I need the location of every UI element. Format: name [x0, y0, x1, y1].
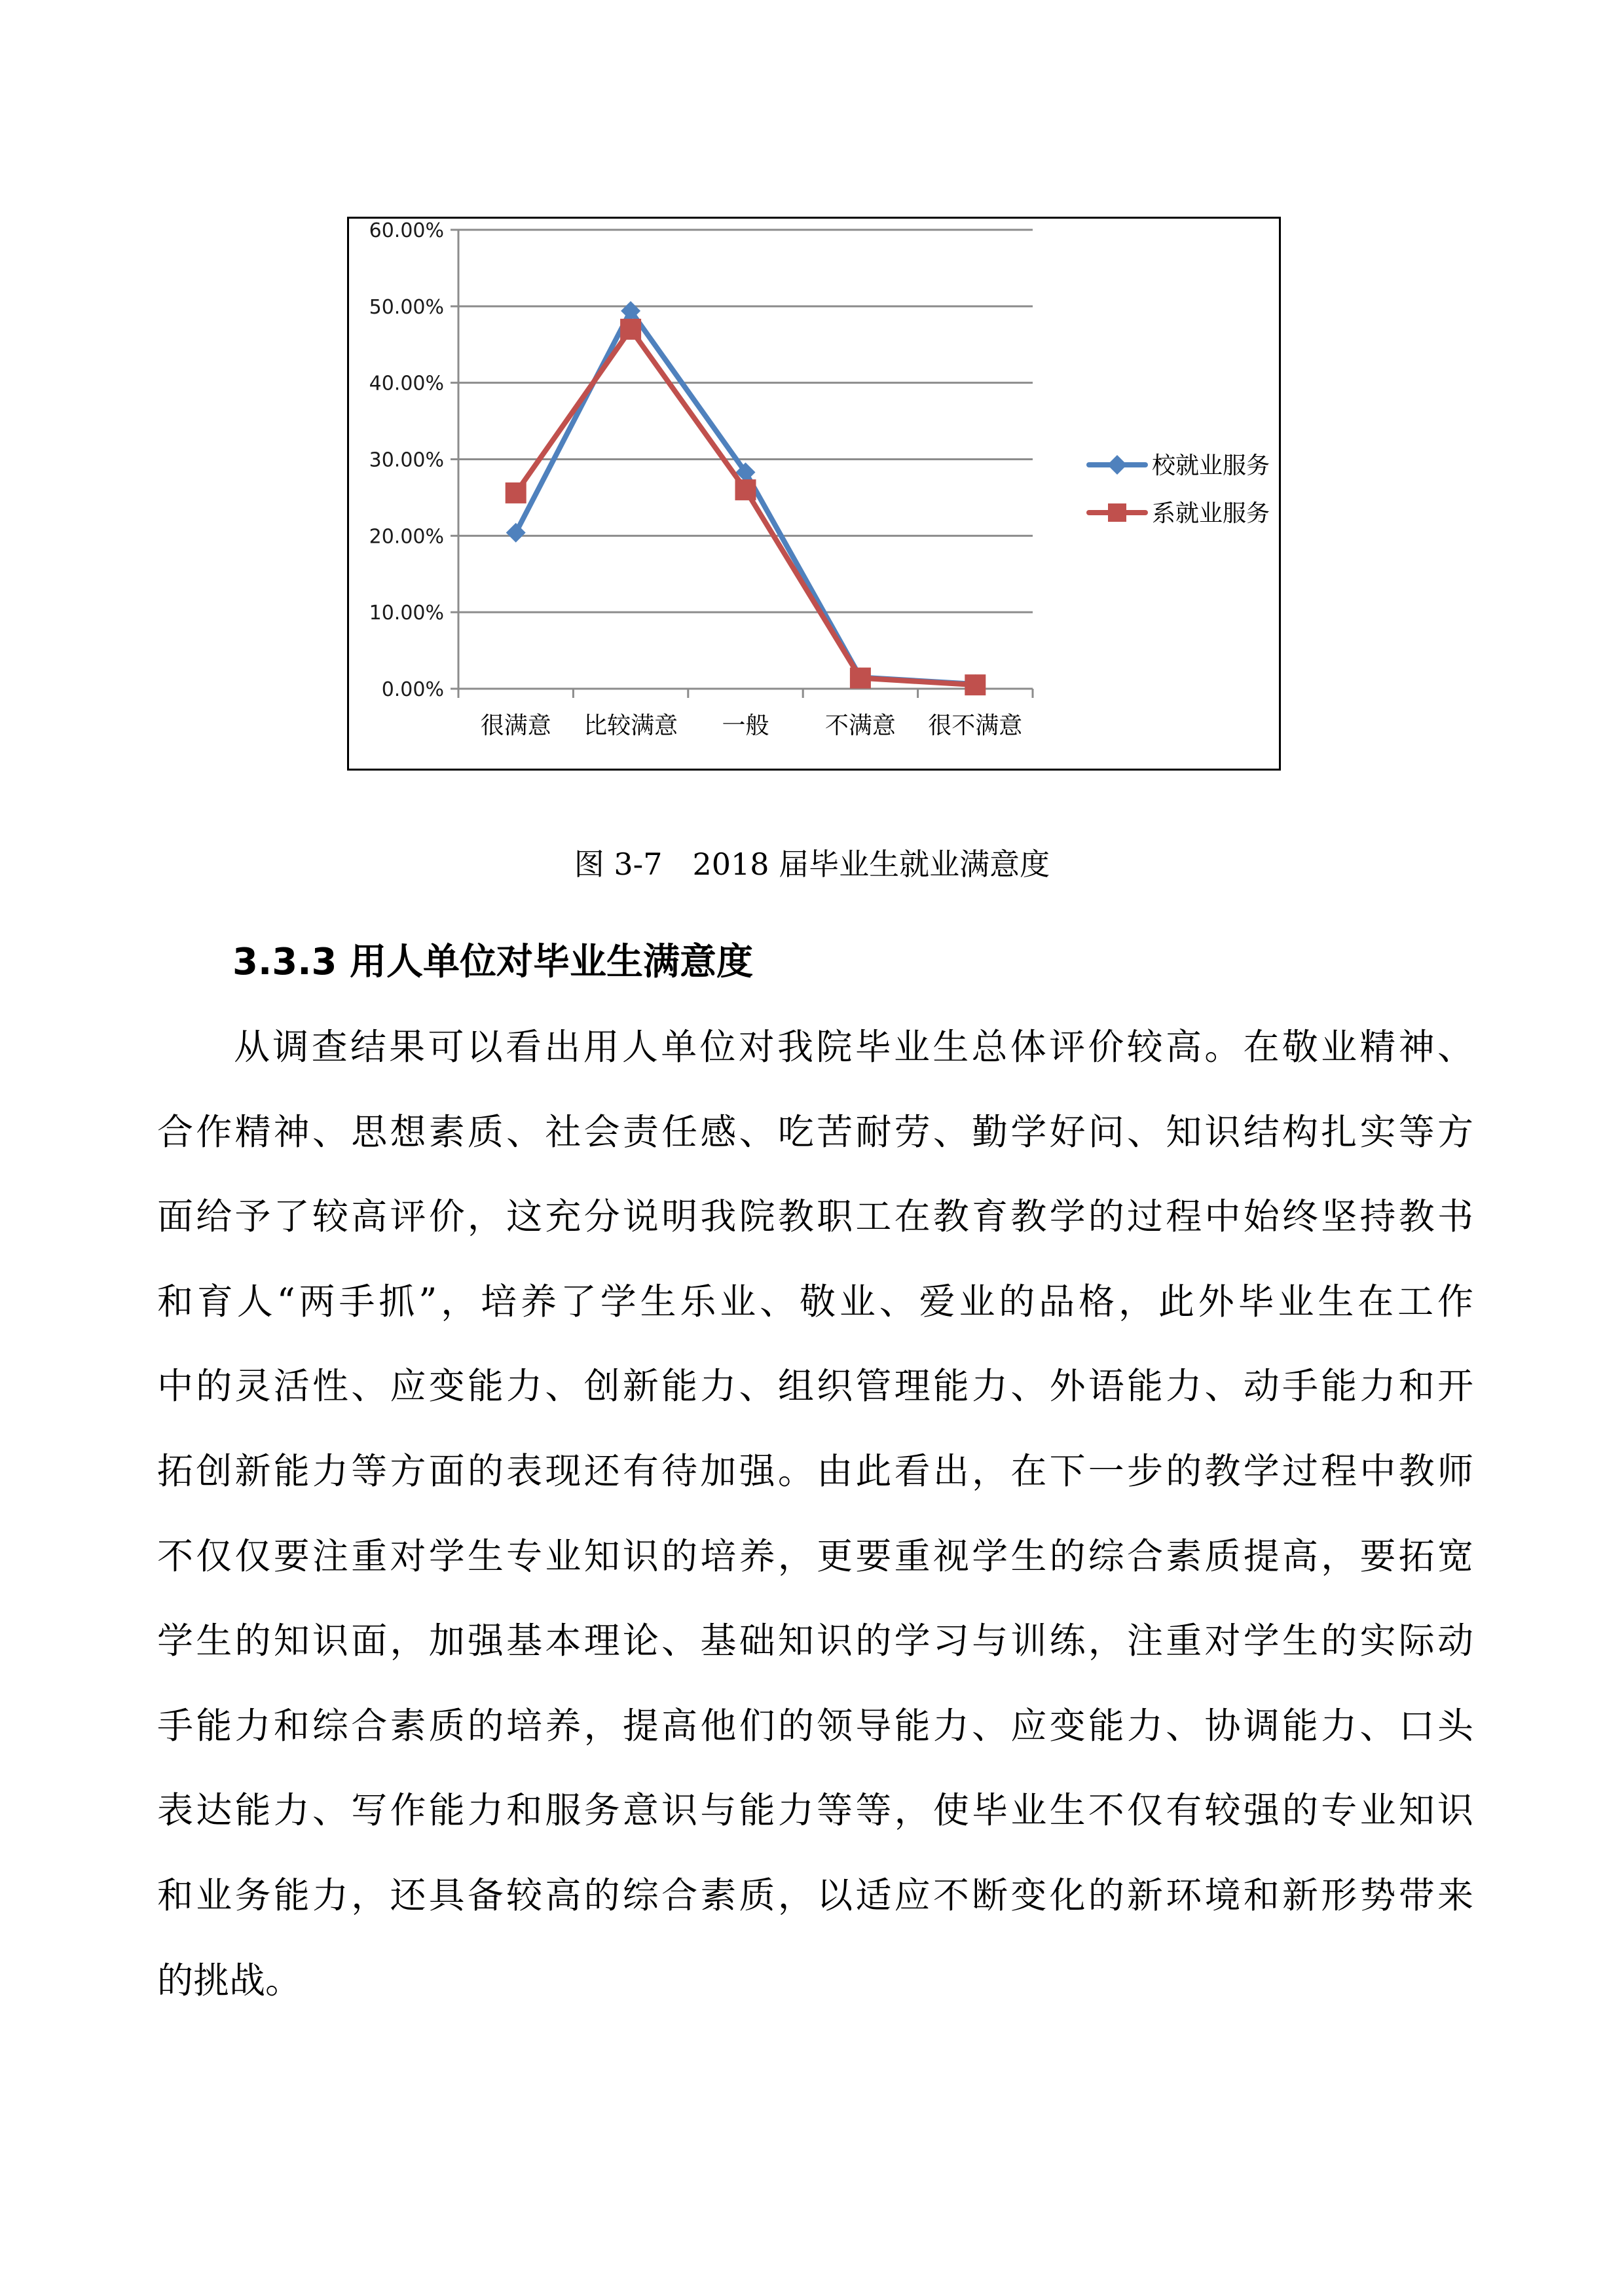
- section-heading: 3.3.3 用人单位对毕业生满意度: [232, 941, 753, 983]
- series: [506, 301, 986, 695]
- paragraph-line: 中的灵活性、应变能力、创新能力、组织管理能力、外语能力、动手能力和开: [157, 1365, 1473, 1408]
- paragraph-line: 合作精神、思想素质、社会责任感、吃苦耐劳、勤学好问、知识结构扎实等方: [157, 1110, 1473, 1153]
- data-point-diamond: [506, 523, 526, 543]
- paragraph-line: 拓创新能力等方面的表现还有待加强。由此看出，在下一步的教学过程中教师: [157, 1449, 1473, 1492]
- chart-frame: [347, 217, 1281, 771]
- body-paragraph: [157, 1005, 1473, 2023]
- paragraph-line: 从调查结果可以看出用人单位对我院毕业生总体评价较高。在敬业精神、: [234, 1026, 1473, 1068]
- paragraph-line: 学生的知识面，加强基本理论、基础知识的学习与训练，注重对学生的实际动: [157, 1620, 1473, 1662]
- paragraph-line: 和育人“两手抓”，培养了学生乐业、敬业、爱业的品格，此外毕业生在工作: [157, 1280, 1473, 1322]
- x-tick-label: 很满意: [480, 712, 551, 739]
- y-tick-label: 30.00%: [369, 448, 444, 472]
- legend: [1089, 452, 1270, 527]
- data-point-square: [506, 483, 526, 503]
- legend-marker-square: [1108, 503, 1126, 522]
- y-tick-label: 40.00%: [369, 372, 444, 395]
- y-tick-label: 0.00%: [381, 678, 444, 701]
- paragraph-line: 和业务能力，还具备较高的综合素质，以适应不断变化的新环境和新形势带来: [157, 1874, 1473, 1916]
- legend-label: 校就业服务: [1152, 452, 1270, 479]
- x-tick-label: 很不满意: [928, 712, 1023, 739]
- line-chart: [349, 219, 1279, 769]
- x-tick-label: 不满意: [824, 712, 896, 739]
- paragraph-line: 不仅仅要注重对学生专业知识的培养，更要重视学生的综合素质提高，要拓宽: [157, 1535, 1473, 1577]
- x-tick-label: 一般: [722, 712, 769, 739]
- data-point-square: [965, 674, 986, 695]
- y-axis-tick-labels: [369, 219, 444, 701]
- y-tick-label: 10.00%: [369, 602, 444, 625]
- x-tick-label: 比较满意: [583, 712, 678, 739]
- y-tick-label: 50.00%: [369, 295, 444, 319]
- y-tick-label: 60.00%: [369, 219, 444, 242]
- legend-label: 系就业服务: [1152, 500, 1270, 527]
- figure-caption: 图 3-7 2018 届毕业生就业满意度: [574, 847, 1050, 882]
- data-point-square: [735, 479, 756, 500]
- data-point-square: [850, 668, 871, 689]
- paragraph-line: 手能力和综合素质的培养，提高他们的领导能力、应变能力、协调能力、口头: [157, 1704, 1473, 1747]
- paragraph-line: 的挑战。: [157, 1959, 302, 2001]
- paragraph-line: 面给予了较高评价，这充分说明我院教职工在教育教学的过程中始终坚持教书: [157, 1195, 1473, 1238]
- paragraph-line: 表达能力、写作能力和服务意识与能力等等，使毕业生不仅有较强的专业知识: [157, 1789, 1473, 1832]
- y-tick-label: 20.00%: [369, 525, 444, 549]
- data-point-square: [620, 319, 641, 340]
- x-axis-tick-labels: [481, 712, 1023, 739]
- legend-marker-diamond: [1107, 455, 1127, 475]
